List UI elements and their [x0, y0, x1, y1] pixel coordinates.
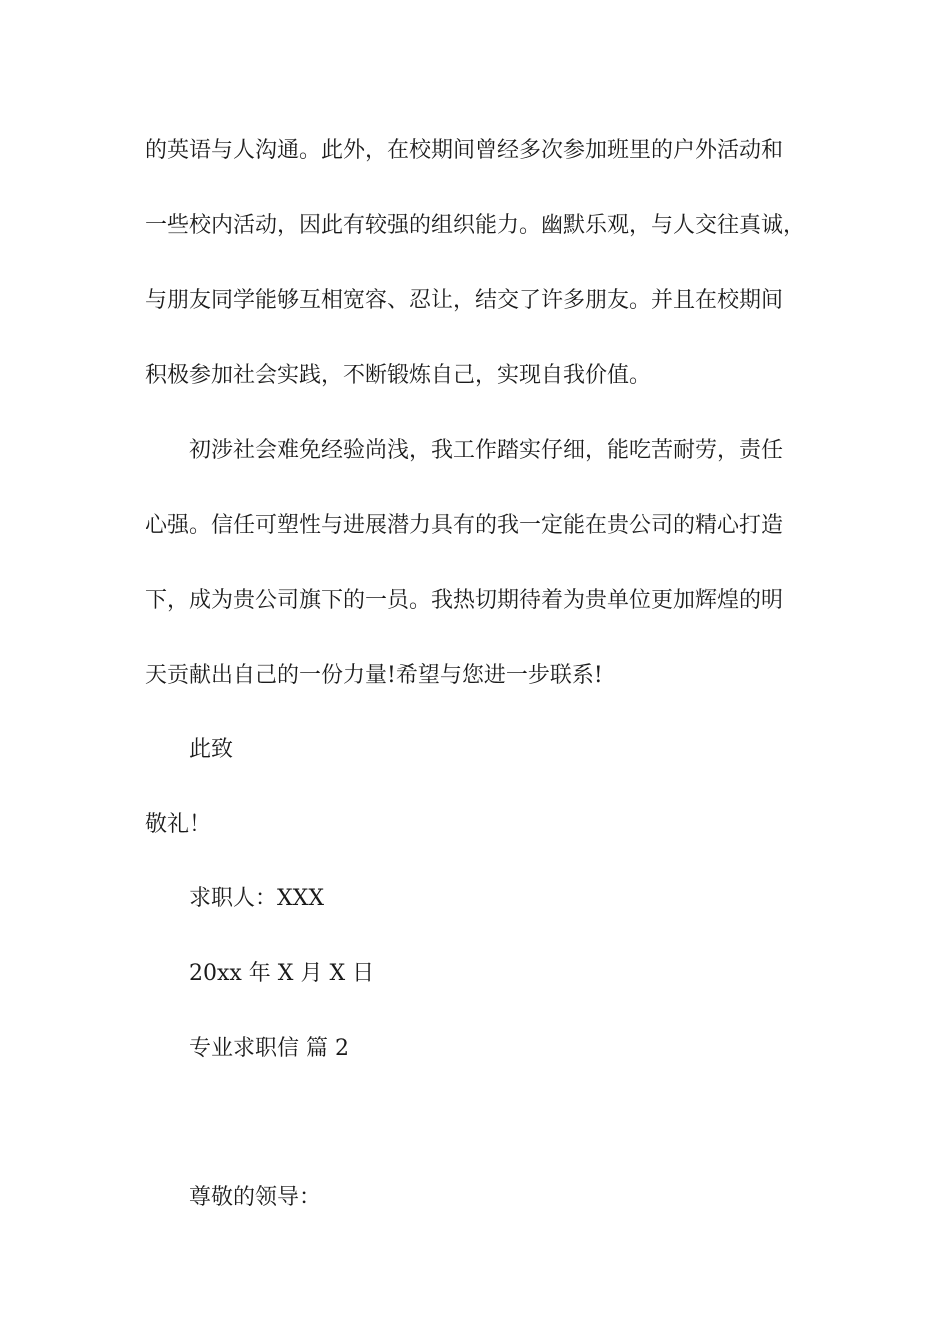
salutation-line: 尊敬的领导：	[189, 1185, 322, 1210]
body-text-line: 与朋友同学能够互相宽容、忍让，结交了许多朋友。并且在校期间	[145, 288, 784, 313]
closing-greeting: 此致	[189, 737, 234, 762]
signature-line: 求职人：XXX	[189, 886, 324, 911]
section-heading: 专业求职信 篇 2	[189, 1036, 349, 1061]
body-text-line: 一些校内活动，因此有较强的组织能力。幽默乐观，与人交往真诚，	[145, 213, 806, 238]
closing-salute: 敬礼！	[145, 812, 212, 837]
date-line: 20xx 年 X 月 X 日	[189, 961, 375, 986]
body-text-line: 下，成为贵公司旗下的一员。我热切期待着为贵单位更加辉煌的明	[145, 588, 784, 613]
body-text-line: 初涉社会难免经验尚浅，我工作踏实仔细，能吃苦耐劳，责任	[189, 438, 784, 463]
body-text-line: 心强。信任可塑性与进展潜力具有的我一定能在贵公司的精心打造	[145, 513, 784, 538]
body-text-line: 天贡献出自己的一份力量!希望与您进一步联系!	[145, 663, 603, 688]
body-text-line: 积极参加社会实践，不断锻炼自己，实现自我价值。	[145, 363, 652, 388]
body-text-line: 的英语与人沟通。此外，在校期间曾经多次参加班里的户外活动和	[145, 138, 784, 163]
